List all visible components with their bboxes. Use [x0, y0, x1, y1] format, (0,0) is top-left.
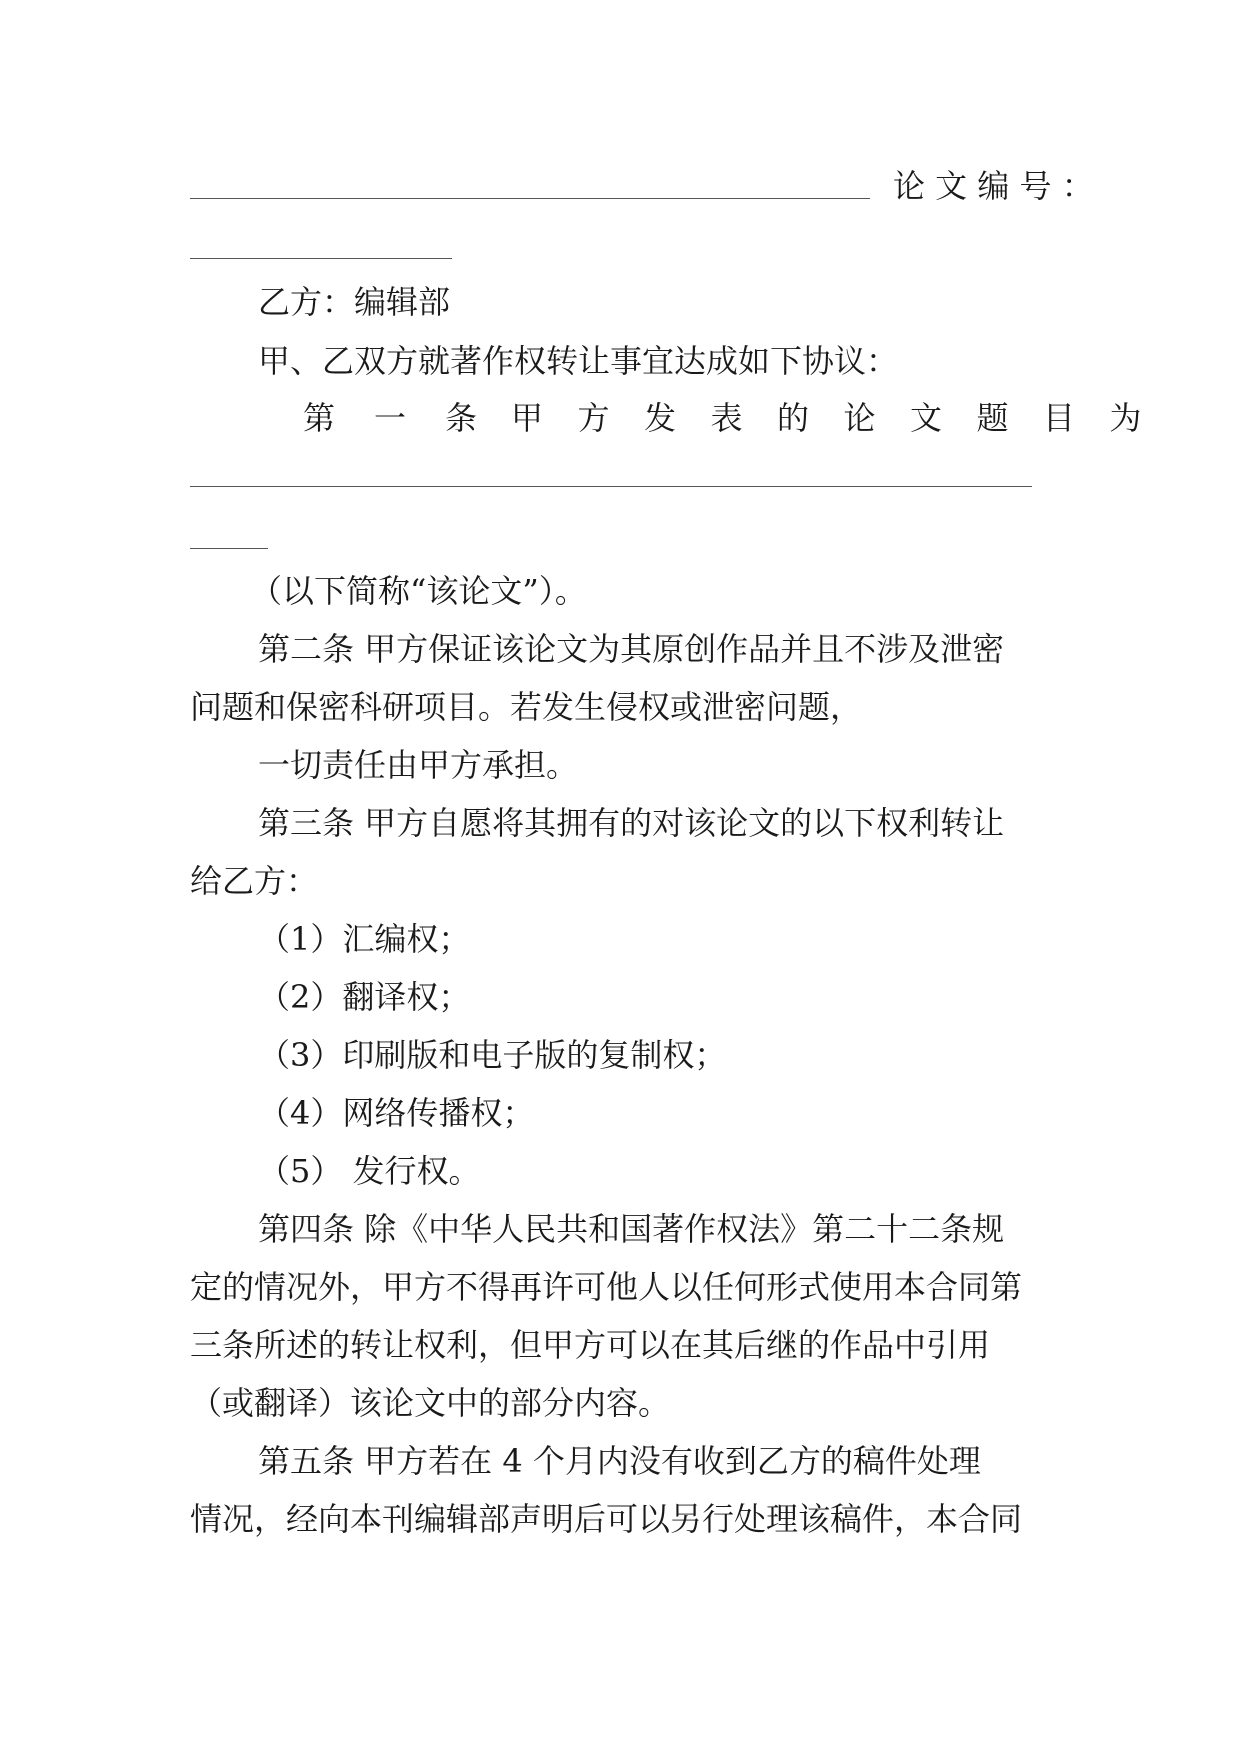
article2-line2: 问题和保密科研项目。若发生侵权或泄密问题， [190, 688, 863, 726]
header-blank-line-2 [190, 258, 452, 259]
article5-line1: 第五条 甲方若在 4 个月内没有收到乙方的稿件处理 [258, 1442, 981, 1480]
title-blank-line-2 [190, 548, 268, 549]
article3-item-5: （5） 发行权。 [258, 1152, 481, 1190]
article5-line2: 情况，经向本刊编辑部声明后可以另行处理该稿件，本合同 [190, 1500, 1023, 1538]
article4-line1: 第四条 除《中华人民共和国著作权法》第二十二条规 [258, 1210, 1005, 1248]
article3-item-3: （3）印刷版和电子版的复制权； [258, 1036, 727, 1074]
article3-line1: 第三条 甲方自愿将其拥有的对该论文的以下权利转让 [258, 804, 1005, 842]
article3-item-1: （1）汇编权； [258, 920, 471, 958]
article2-line3: 一切责任由甲方承担。 [258, 746, 579, 784]
article4-line4: （或翻译）该论文中的部分内容。 [190, 1384, 671, 1422]
article4-line3: 三条所述的转让权利，但甲方可以在其后继的作品中引用 [190, 1326, 991, 1364]
article1-suffix: （以下简称“该论文”）。 [250, 572, 587, 610]
agreement-intro: 甲、乙双方就著作权转让事宜达成如下协议： [258, 342, 899, 380]
article1-lead: 第 一 条 [303, 399, 492, 437]
article1-text: 甲 方 发 表 的 论 文 题 目 为 [511, 399, 1154, 437]
article3-item-4: （4）网络传播权； [258, 1094, 535, 1132]
paper-no-label: 论 文 编 号 ： [893, 167, 1094, 205]
party-b: 乙方：编辑部 [258, 283, 451, 321]
article2-line1: 第二条 甲方保证该论文为其原创作品并且不涉及泄密 [258, 630, 1005, 668]
article3-line2: 给乙方： [190, 862, 319, 900]
article4-line2: 定的情况外，甲方不得再许可他人以任何形式使用本合同第 [190, 1268, 1023, 1306]
header-blank-line-1 [190, 198, 870, 199]
article3-item-2: （2）翻译权； [258, 978, 471, 1016]
title-blank-line-1 [190, 486, 1032, 487]
